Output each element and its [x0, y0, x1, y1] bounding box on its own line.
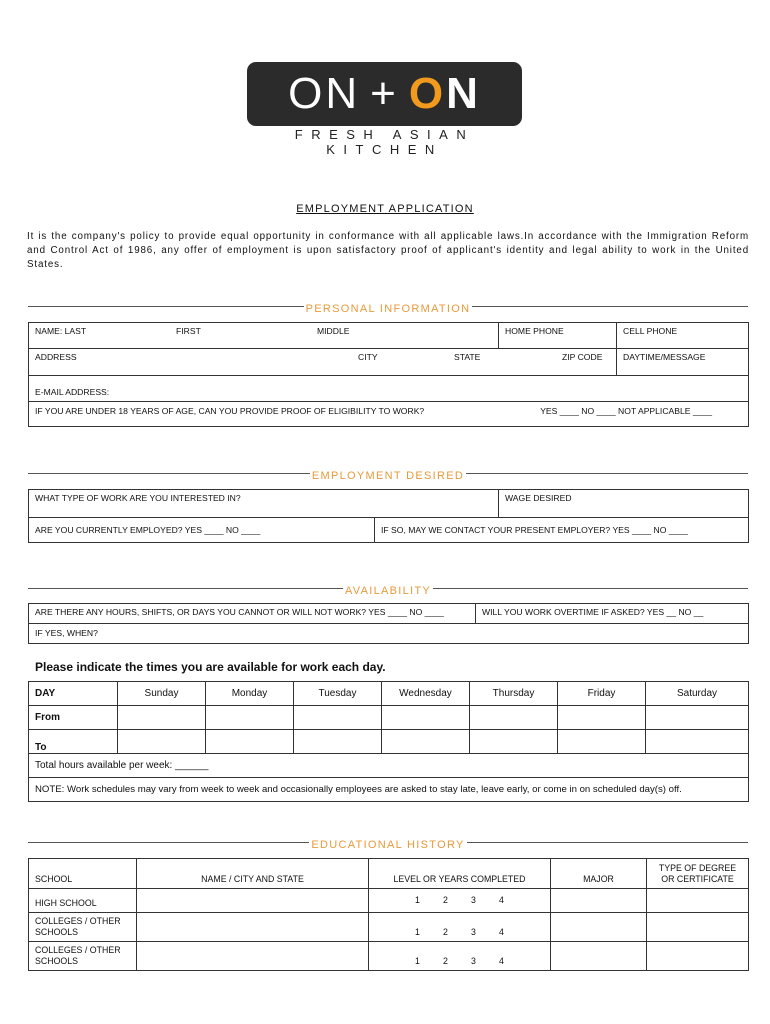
- type-of-work-field[interactable]: [29, 490, 499, 518]
- to-wednesday-cell[interactable]: [382, 730, 470, 754]
- level-2[interactable]: 2: [443, 895, 448, 905]
- email-field[interactable]: [29, 376, 749, 402]
- school-name-cell[interactable]: [137, 942, 369, 971]
- day-label: DAY: [29, 682, 118, 706]
- level-4[interactable]: 4: [499, 927, 504, 937]
- from-label: From: [29, 706, 118, 730]
- level-4[interactable]: 4: [499, 956, 504, 966]
- day-thursday: Thursday: [470, 682, 558, 706]
- schedule-note: [29, 778, 749, 802]
- employment-table: [28, 489, 749, 543]
- level-3[interactable]: 3: [471, 956, 476, 966]
- to-label: To: [29, 730, 118, 754]
- if-yes-when-field[interactable]: [29, 624, 749, 644]
- wage-label: WAGE DESIRED: [505, 493, 572, 503]
- daytime-label: DAYTIME/MESSAGE: [623, 352, 706, 362]
- major-cell[interactable]: [551, 942, 647, 971]
- under-18-options: YES ____ NO ____ NOT APPLICABLE ____: [540, 406, 713, 416]
- wage-desired-field[interactable]: [499, 490, 749, 518]
- level-1[interactable]: 1: [415, 895, 420, 905]
- contact-employer-label: IF SO, MAY WE CONTACT YOUR PRESENT EMPLOYER? YES ____ NO ____: [381, 524, 688, 535]
- section-title: EMPLOYMENT DESIRED: [311, 470, 465, 482]
- to-friday-cell[interactable]: [558, 730, 646, 754]
- section-personal-information: [28, 299, 748, 313]
- logo-o-accent: O: [408, 69, 447, 118]
- personal-info-table: [28, 322, 749, 427]
- logo: [247, 62, 522, 126]
- school-header: SCHOOL: [29, 859, 137, 889]
- middle-label: MIDDLE: [317, 326, 350, 336]
- total-hours-label: Total hours available per week: ______: [35, 760, 209, 771]
- policy-text: It is the company's policy to provide equal opportunity in conformance with all applicable laws.In accordance with the Immigration Reform and Control Act of 1986, any offer of employment is upon satisfactory proof of applicant's identity and legal ability to work in the United States.: [27, 231, 749, 270]
- schedule-note-text: NOTE: Work schedules may vary from week to week and occasionally employees are asked to stay late, leave early, or come in on scheduled day(s) off.: [35, 784, 682, 795]
- schedule-from-row: [29, 706, 749, 730]
- education-row: [29, 942, 749, 971]
- currently-employed-label: ARE YOU CURRENTLY EMPLOYED? YES ____ NO ____: [35, 524, 261, 535]
- email-label: E-MAIL ADDRESS:: [35, 387, 110, 397]
- school-type: COLLEGES / OTHER SCHOOLS: [29, 913, 137, 942]
- zip-label: ZIP CODE: [562, 352, 603, 362]
- cell-phone-label: CELL PHONE: [623, 326, 678, 336]
- section-title: PERSONAL INFORMATION: [305, 303, 471, 315]
- level-4[interactable]: 4: [499, 895, 504, 905]
- home-phone-label: HOME PHONE: [505, 326, 564, 336]
- level-2[interactable]: 2: [443, 956, 448, 966]
- level-3[interactable]: 3: [471, 895, 476, 905]
- degree-cell[interactable]: [647, 913, 749, 942]
- cannot-work-label: ARE THERE ANY HOURS, SHIFTS, OR DAYS YOU CANNOT OR WILL NOT WORK? YES ____ NO ____: [35, 607, 444, 617]
- level-1[interactable]: 1: [415, 927, 420, 937]
- logo-n: N: [446, 69, 481, 118]
- if-yes-label: IF YES, WHEN?: [35, 628, 98, 638]
- day-monday: Monday: [206, 682, 294, 706]
- from-thursday-cell[interactable]: [470, 706, 558, 730]
- section-title: AVAILABILITY: [344, 585, 432, 597]
- degree-cell[interactable]: [647, 942, 749, 971]
- school-type: HIGH SCHOOL: [29, 889, 137, 913]
- daytime-message-field[interactable]: [617, 349, 749, 376]
- page-title: EMPLOYMENT APPLICATION: [296, 203, 474, 215]
- address-field[interactable]: [29, 349, 617, 376]
- name-city-state-header: NAME / CITY AND STATE: [137, 859, 369, 889]
- school-name-cell[interactable]: [137, 913, 369, 942]
- under-18-label: IF YOU ARE UNDER 18 YEARS OF AGE, CAN YOU PROVIDE PROOF OF ELIGIBILITY TO WORK?: [35, 406, 425, 416]
- contact-employer-field[interactable]: [375, 518, 749, 543]
- day-sunday: Sunday: [118, 682, 206, 706]
- under-18-question[interactable]: [29, 402, 749, 427]
- from-sunday-cell[interactable]: [118, 706, 206, 730]
- education-row: [29, 889, 749, 913]
- day-saturday: Saturday: [646, 682, 749, 706]
- city-label: CITY: [358, 352, 378, 362]
- school-name-cell[interactable]: [137, 889, 369, 913]
- state-label: STATE: [454, 352, 481, 362]
- level-1[interactable]: 1: [415, 956, 420, 966]
- major-header: MAJOR: [551, 859, 647, 889]
- first-label: FIRST: [176, 326, 201, 336]
- from-friday-cell[interactable]: [558, 706, 646, 730]
- address-label: ADDRESS: [35, 352, 77, 362]
- cannot-work-field[interactable]: [29, 604, 476, 624]
- name-last-label: NAME: LAST: [35, 326, 87, 336]
- schedule-to-row: [29, 730, 749, 754]
- type-of-work-label: WHAT TYPE OF WORK ARE YOU INTERESTED IN?: [35, 493, 241, 503]
- school-type: COLLEGES / OTHER SCHOOLS: [29, 942, 137, 971]
- level-options[interactable]: [369, 889, 551, 913]
- availability-table: [28, 603, 749, 644]
- to-saturday-cell[interactable]: [646, 730, 749, 754]
- from-tuesday-cell[interactable]: [294, 706, 382, 730]
- degree-header: TYPE OF DEGREE OR CERTIFICATE: [647, 859, 749, 889]
- schedule-heading: Please indicate the times you are available for work each day.: [35, 660, 386, 674]
- logo-on: ON: [288, 69, 361, 118]
- from-monday-cell[interactable]: [206, 706, 294, 730]
- logo-tagline: FRESH ASIAN KITCHEN: [294, 127, 475, 157]
- section-availability: [28, 581, 748, 595]
- level-header: LEVEL OR YEARS COMPLETED: [369, 859, 551, 889]
- to-sunday-cell[interactable]: [118, 730, 206, 754]
- to-thursday-cell[interactable]: [470, 730, 558, 754]
- name-field[interactable]: [29, 323, 499, 349]
- level-options[interactable]: [369, 942, 551, 971]
- day-tuesday: Tuesday: [294, 682, 382, 706]
- currently-employed-field[interactable]: [29, 518, 375, 543]
- level-2[interactable]: 2: [443, 927, 448, 937]
- section-educational-history: [28, 835, 748, 849]
- degree-cell[interactable]: [647, 889, 749, 913]
- logo-plus: +: [370, 69, 399, 118]
- major-cell[interactable]: [551, 889, 647, 913]
- from-saturday-cell[interactable]: [646, 706, 749, 730]
- education-row: [29, 913, 749, 942]
- section-title: EDUCATIONAL HISTORY: [311, 839, 465, 851]
- education-table: [28, 858, 749, 971]
- from-wednesday-cell[interactable]: [382, 706, 470, 730]
- level-3[interactable]: 3: [471, 927, 476, 937]
- section-employment-desired: [28, 466, 748, 480]
- to-tuesday-cell[interactable]: [294, 730, 382, 754]
- education-header-row: [29, 859, 749, 889]
- level-options[interactable]: [369, 913, 551, 942]
- schedule-table: [28, 681, 749, 802]
- to-monday-cell[interactable]: [206, 730, 294, 754]
- major-cell[interactable]: [551, 913, 647, 942]
- total-hours-field[interactable]: [29, 754, 749, 778]
- schedule-day-row: [29, 682, 749, 706]
- overtime-field[interactable]: [476, 604, 749, 624]
- home-phone-field[interactable]: [499, 323, 617, 349]
- overtime-label: WILL YOU WORK OVERTIME IF ASKED? YES __ NO __: [482, 607, 704, 617]
- day-friday: Friday: [558, 682, 646, 706]
- day-wednesday: Wednesday: [382, 682, 470, 706]
- cell-phone-field[interactable]: [617, 323, 749, 349]
